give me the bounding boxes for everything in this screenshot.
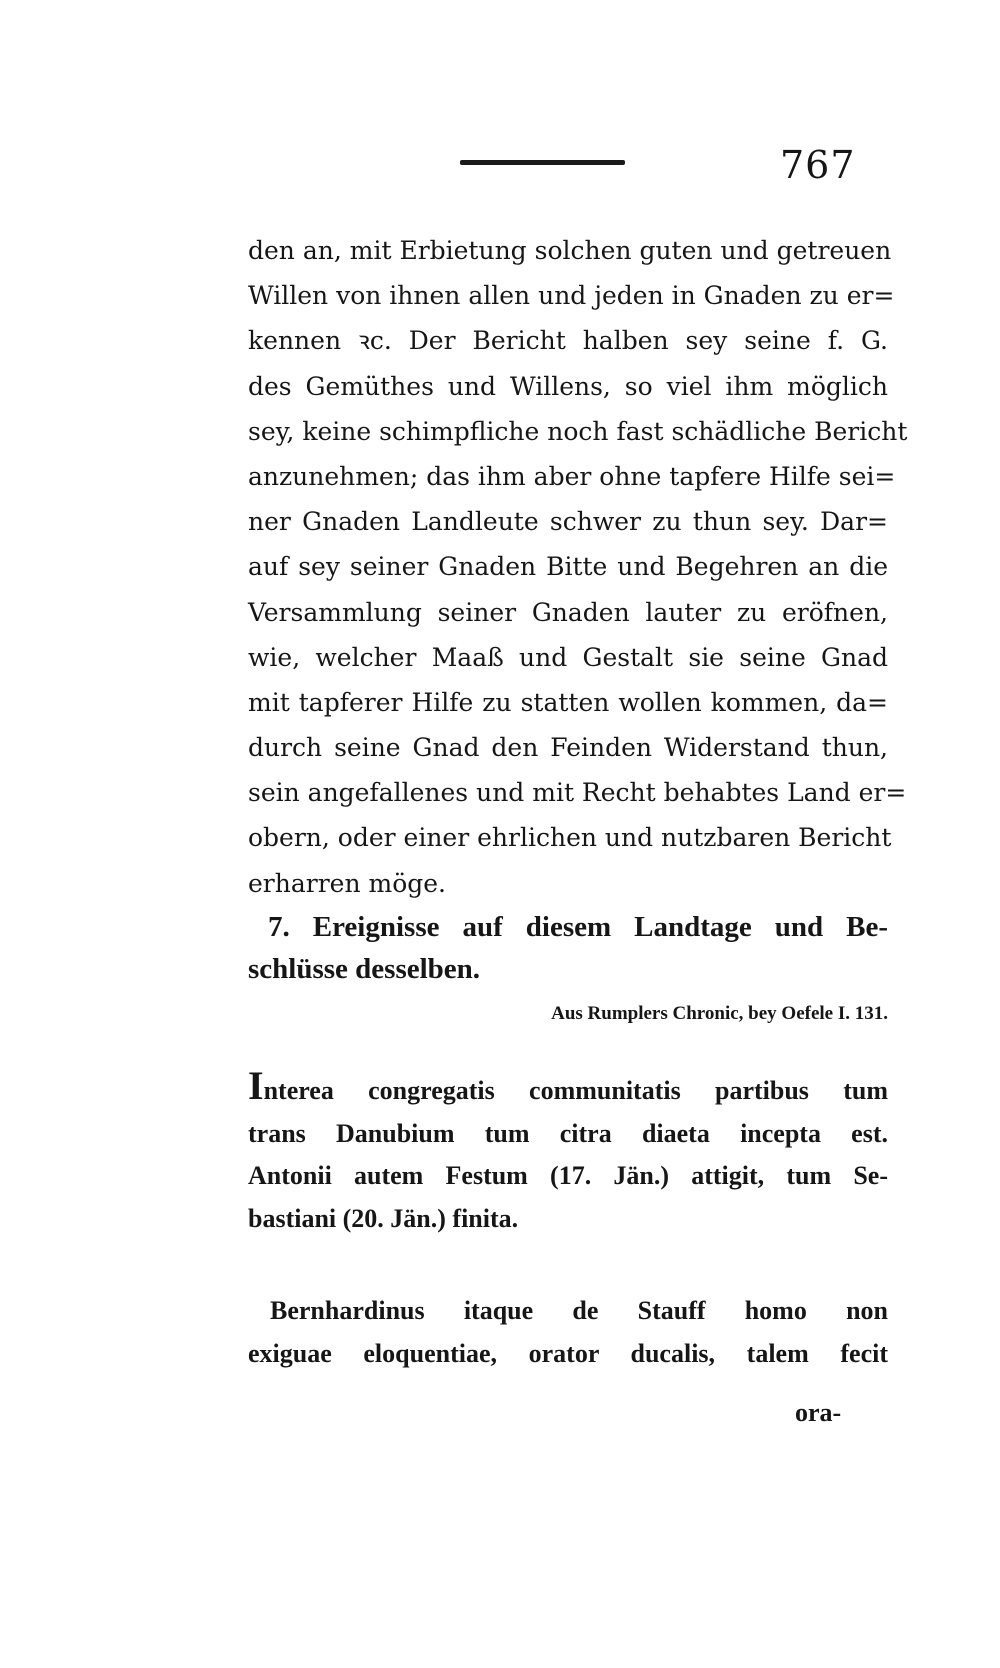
text-line: kennen ꝛc. Der Bericht halben sey seine f. G. (248, 326, 888, 356)
initial-letter: I (248, 1063, 264, 1108)
text-line: anzunehmen; das ihm aber ohne tapfere Hilfe sei= (248, 461, 896, 491)
text-line: exiguae eloquentiae, orator ducalis, talem fecit (248, 1338, 888, 1368)
text-line: Willen von ihnen allen und jeden in Gnaden zu er= (248, 281, 895, 311)
latin-paragraph-1 (248, 1063, 888, 1240)
fraktur-paragraph (248, 228, 908, 906)
text-line: erharren möge. (248, 868, 446, 898)
text-line: Versammlung seiner Gnaden lauter zu eröfnen, (248, 597, 888, 627)
text-line: bastiani (20. Jän.) finita. (248, 1203, 519, 1233)
text-line: wie, welcher Maaß und Gestalt sie seine Gnad (248, 642, 888, 672)
text-line: trans Danubium tum citra diaeta incepta est. (248, 1118, 888, 1148)
text-line: mit tapferer Hilfe zu statten wollen kommen, da= (248, 687, 888, 717)
header-rule (460, 160, 625, 165)
text-line (248, 1063, 888, 1113)
heading-line: schlüsse desselben. (248, 953, 481, 985)
text-line: sey, keine schimpfliche noch fast schädliche Bericht (248, 416, 908, 446)
text-line: sein angefallenes und mit Recht behabtes Land er= (248, 778, 907, 808)
latin-paragraph-2 (248, 1290, 888, 1375)
section-heading (248, 906, 888, 990)
text-line: Bernhardinus itaque de Stauff homo non (270, 1296, 888, 1325)
text-line: durch seine Gnad den Feinden Widerstand thun, (248, 733, 888, 763)
text-line: ner Gnaden Landleute schwer zu thun sey. Dar= (248, 507, 888, 537)
page-number: 767 (780, 143, 856, 187)
catchword: ora- (795, 1398, 842, 1427)
text-line: obern, oder einer ehrlichen und nutzbaren Bericht (248, 823, 892, 853)
text-line: des Gemüthes und Willens, so viel ihm möglich (248, 371, 888, 401)
text-line: Antonii autem Festum (17. Jän.) attigit, tum Se- (248, 1161, 888, 1190)
source-note: Aus Rumplers Chronic, bey Oefele I. 131. (551, 1003, 888, 1024)
text-line: auf sey seiner Gnaden Bitte und Begehren an die (248, 552, 888, 582)
heading-line: 7. Ereignisse auf diesem Landtage und Be- (268, 911, 888, 943)
text-line-rest: nterea congregatis communitatis partibus tum (263, 1076, 888, 1105)
text-line: den an, mit Erbietung solchen guten und getreuen (248, 236, 892, 265)
